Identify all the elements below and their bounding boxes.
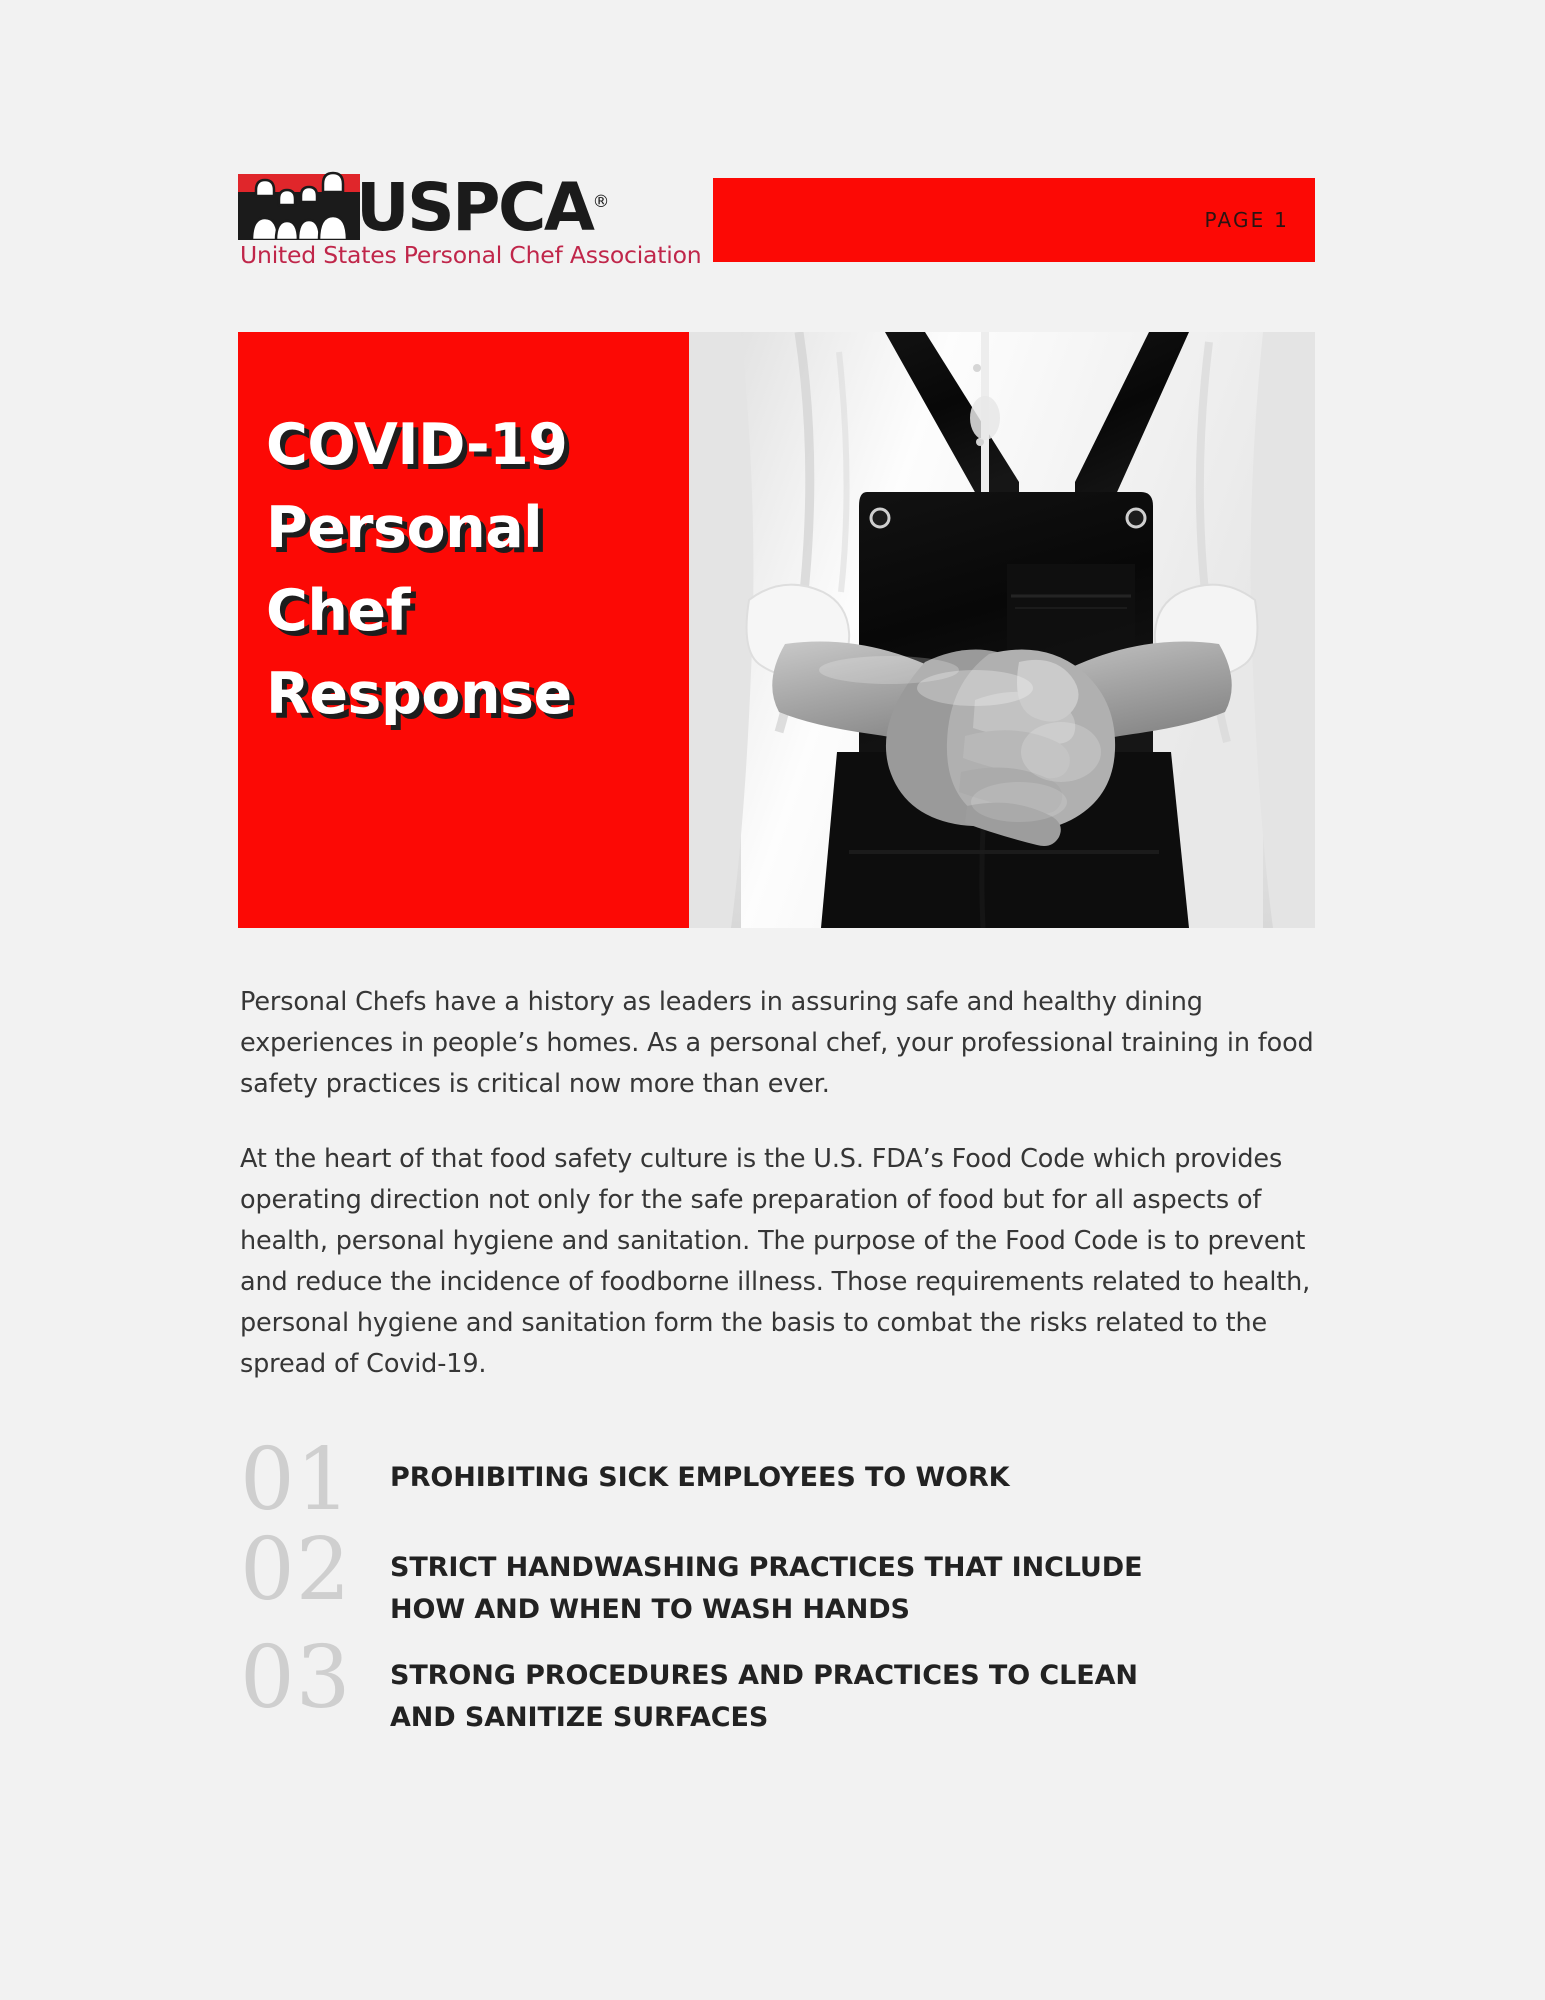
- page-number-label: PAGE 1: [1204, 208, 1289, 232]
- page-title-line: Personal: [266, 495, 543, 561]
- list-item-number: 03: [240, 1628, 352, 1728]
- list-item: [240, 1520, 1330, 1631]
- key-points-list: [240, 1430, 1330, 1761]
- paragraph: Personal Chefs have a history as leaders in assuring safe and healthy dining experiences in people’s homes. As a personal chef, your professional training in food safety practices is critical now more than ever.: [240, 987, 1314, 1099]
- list-item-line: PROHIBITING SICK EMPLOYEES TO WORK: [390, 1462, 1010, 1493]
- list-item: [240, 1430, 1330, 1530]
- registered-trademark-icon: ®: [592, 192, 610, 212]
- list-item-number: 01: [240, 1430, 352, 1530]
- page-number-banner: [713, 178, 1315, 262]
- chef-photo-graphic: [689, 332, 1315, 928]
- list-item: [240, 1628, 1330, 1739]
- page-header: [0, 0, 1545, 300]
- list-item-text: [390, 1545, 1330, 1631]
- page-title: [266, 404, 689, 736]
- intro-copy: [240, 982, 1320, 1385]
- uspca-logo: [238, 168, 702, 269]
- list-item-line: STRICT HANDWASHING PRACTICES THAT INCLUDE: [390, 1552, 1143, 1583]
- list-item-line: HOW AND WHEN TO WASH HANDS: [390, 1594, 910, 1625]
- hero-title-panel: [238, 332, 689, 928]
- page-title-line: COVID-19: [266, 412, 568, 478]
- logo-wordmark: [356, 166, 610, 244]
- chef-group-icon: [238, 168, 360, 240]
- hero-block: [238, 332, 1315, 928]
- list-item-number: 02: [240, 1520, 352, 1620]
- logo-wordmark-text: USPCA: [356, 169, 593, 246]
- chef-hands-photo: [689, 332, 1315, 928]
- list-item-line: AND SANITIZE SURFACES: [390, 1702, 769, 1733]
- page-title-line: Chef: [266, 578, 410, 644]
- list-item-text: [390, 1653, 1330, 1739]
- page-title-line: Response: [266, 661, 572, 727]
- list-item-text: [390, 1455, 1330, 1499]
- paragraph: At the heart of that food safety culture is the U.S. FDA’s Food Code which provides operating direction not only for the safe preparation of food but for all aspects of health, personal hygiene and sanitation. The purpose of the Food Code is to prevent and reduce the incidence of foodborne illness. Those requirements related to health, personal hygiene and sanitation form the basis to combat the risks related to the spread of Covid-19.: [240, 1144, 1311, 1379]
- logo-tagline: United States Personal Chef Association: [240, 241, 702, 269]
- list-item-line: STRONG PROCEDURES AND PRACTICES TO CLEAN: [390, 1660, 1138, 1691]
